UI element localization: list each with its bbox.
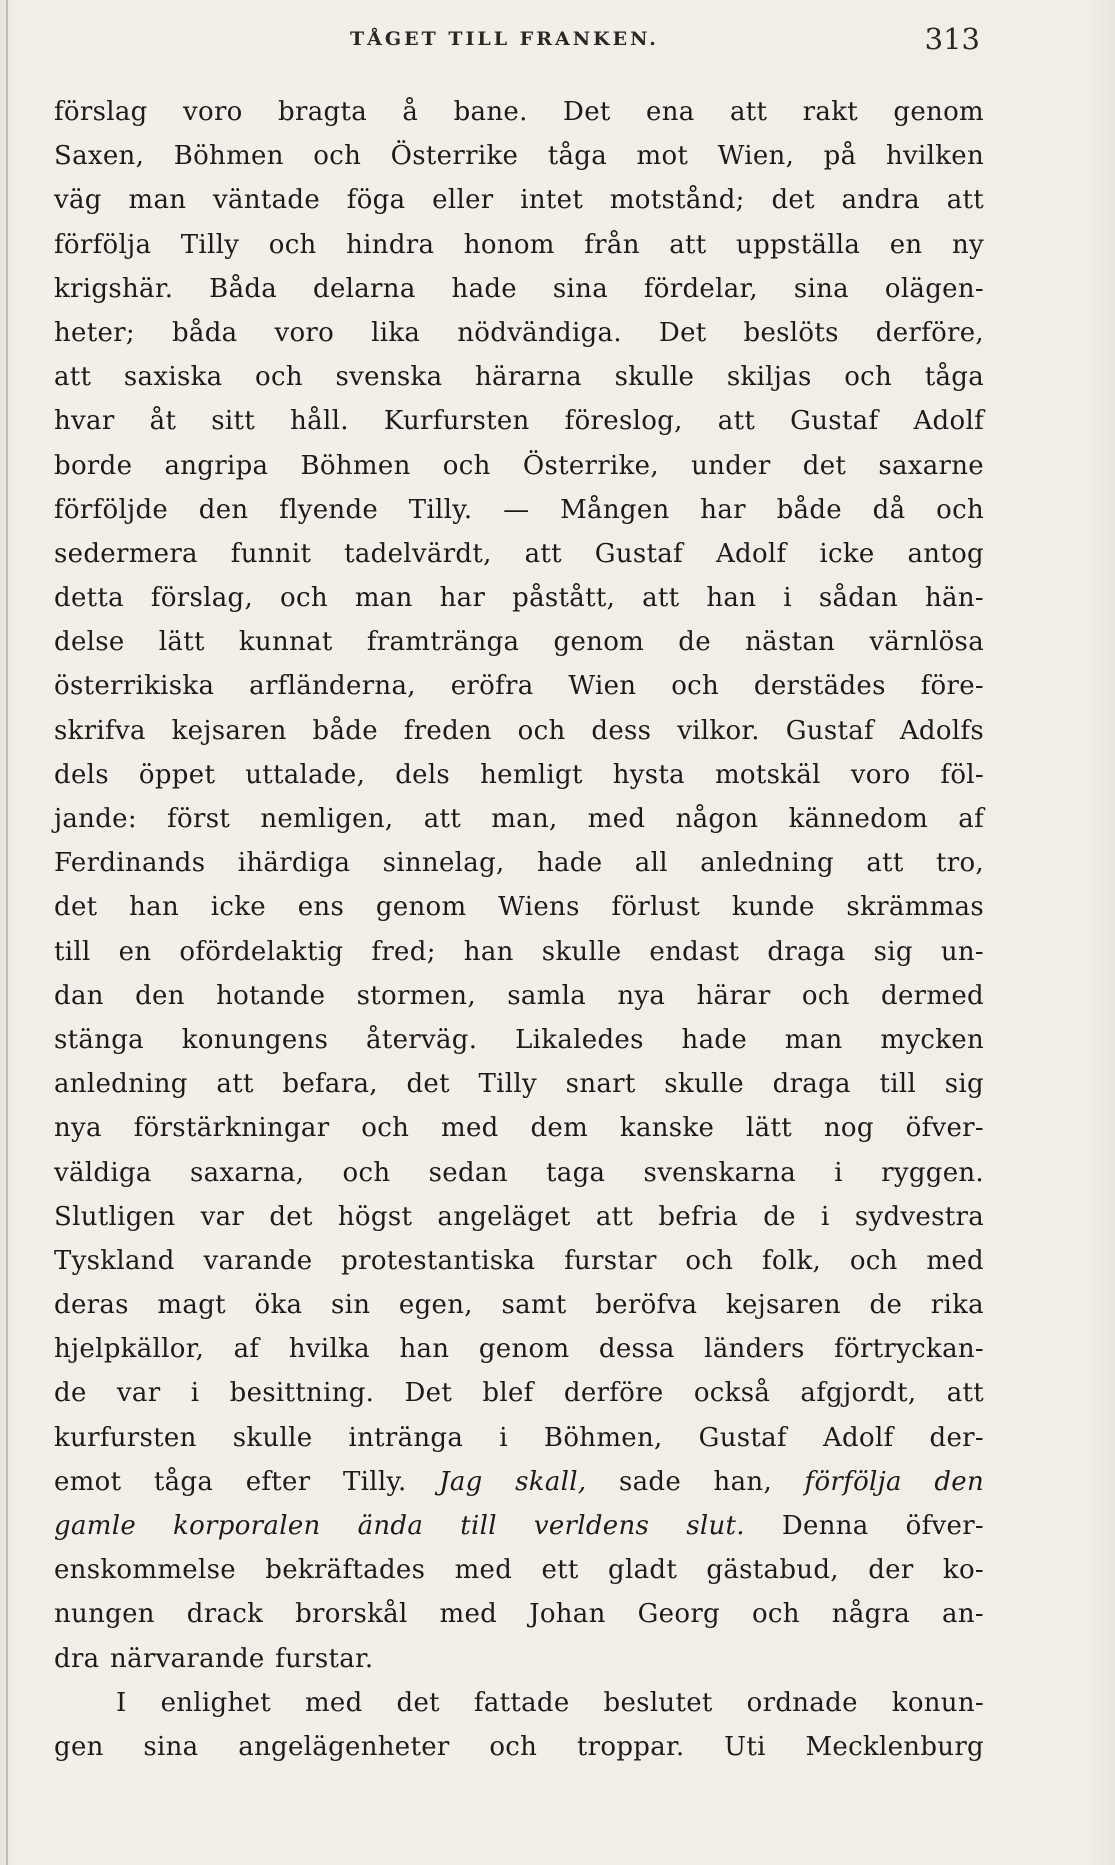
- body-text: [54, 90, 984, 1769]
- text-run: heter; båda voro lika nödvändiga. Det beslöts derföre,: [54, 317, 984, 348]
- text-line: [54, 753, 984, 797]
- text-line: [54, 1504, 984, 1548]
- text-line: [54, 664, 984, 708]
- text-run: delse lätt kunnat framtränga genom de nästan värnlösa: [54, 627, 984, 658]
- text-run: emot tåga efter Tilly.: [54, 1466, 440, 1497]
- text-line: [54, 1018, 984, 1062]
- text-run: till en ofördelaktig fred; han skulle endast draga sig un-: [54, 936, 984, 967]
- text-run: enskommelse bekräftades med ett gladt gästabud, der ko-: [54, 1555, 984, 1586]
- text-run: kurfursten skulle intränga i Böhmen, Gustaf Adolf der-: [54, 1422, 984, 1453]
- text-run: jande: först nemligen, att man, med någon kännedom af: [54, 804, 984, 834]
- text-line: [54, 1637, 984, 1681]
- text-line: [54, 1371, 984, 1415]
- text-run: Ferdinands ihärdiga sinnelag, hade all anledning att tro,: [54, 848, 984, 879]
- text-run: hvar åt sitt håll. Kurfursten föreslog, att Gustaf Adolf: [54, 406, 984, 437]
- text-line: [54, 1062, 984, 1106]
- text-line: [54, 885, 984, 929]
- text-run: krigshär. Båda delarna hade sina fördelar, sina olägen-: [54, 273, 984, 304]
- text-run: väldiga saxarna, och sedan taga svenskarna i ryggen.: [54, 1157, 984, 1188]
- text-line: [54, 488, 984, 532]
- text-line: [54, 1283, 984, 1327]
- text-line: [54, 797, 984, 841]
- text-line: [54, 223, 984, 267]
- text-run: detta förslag, och man har påstått, att han i sådan hän-: [54, 583, 984, 614]
- text-run: Slutligen var det högst angeläget att befria de i sydvestra: [54, 1201, 984, 1232]
- page-gutter-edge: [6, 0, 8, 1865]
- text-run: stänga konungens återväg. Likaledes hade man mycken: [54, 1024, 984, 1055]
- text-line: [54, 1151, 984, 1195]
- text-line: [54, 1106, 984, 1150]
- text-run: väg man väntade föga eller intet motstånd; det andra att: [54, 185, 984, 216]
- text-run: deras magt öka sin egen, samt beröfva kejsaren de rika: [54, 1290, 984, 1321]
- text-line: [54, 1239, 984, 1283]
- text-line: [54, 134, 984, 178]
- text-run: nungen drack brorskål med Johan Georg och några an-: [54, 1599, 984, 1630]
- text-run: de var i besittning. Det blef derföre också afgjordt, att: [54, 1378, 984, 1409]
- text-run: dels öppet uttalade, dels hemligt hysta motskäl voro föl-: [54, 759, 984, 790]
- text-run: det han icke ens genom Wiens förlust kunde skrämmas: [54, 892, 984, 923]
- text-line: [54, 1725, 984, 1769]
- text-line: [54, 576, 984, 620]
- page-number: 313: [924, 22, 980, 56]
- text-run: borde angripa Böhmen och Österrike, under det saxarne: [54, 450, 984, 481]
- text-line: [54, 841, 984, 885]
- text-run: förslag voro bragta å bane. Det ena att rakt genom: [54, 97, 984, 127]
- text-run: österrikiska arfländerna, eröfra Wien och derstädes före-: [54, 671, 984, 702]
- text-line: [54, 444, 984, 488]
- text-line: [54, 267, 984, 311]
- text-line: [54, 620, 984, 664]
- text-line: [54, 355, 984, 399]
- running-title: TÅGET TILL FRANKEN.: [350, 28, 659, 50]
- text-run: dra närvarande furstar.: [54, 1643, 374, 1674]
- text-run: förfölja Tilly och hindra honom från att uppställa en ny: [54, 229, 984, 260]
- text-run: nya förstärkningar och med dem kanske lätt nog öfver-: [54, 1113, 984, 1144]
- text-run: förföljde den flyende Tilly. — Mången har både då och: [54, 494, 984, 525]
- text-line: [54, 1327, 984, 1371]
- text-run: skrifva kejsaren både freden och dess vilkor. Gustaf Adolfs: [54, 715, 984, 746]
- text-line: [54, 1548, 984, 1592]
- text-line: [54, 1416, 984, 1460]
- text-run: I enlighet med det fattade beslutet ordnade konun-: [116, 1687, 984, 1718]
- text-run: sade han,: [586, 1466, 805, 1497]
- text-line: [54, 399, 984, 443]
- text-run: Denna öfver-: [744, 1511, 985, 1541]
- text-line: [54, 974, 984, 1018]
- text-line: [54, 311, 984, 355]
- italic-text-run: förfölja den: [804, 1466, 985, 1497]
- text-line: [54, 930, 984, 974]
- text-run: att saxiska och svenska härarna skulle skiljas och tåga: [54, 362, 984, 393]
- text-line: [54, 1592, 984, 1636]
- italic-text-run: gamle korporalen ända till verldens slut.: [54, 1511, 745, 1541]
- text-run: anledning att befara, det Tilly snart skulle draga till sig: [54, 1069, 984, 1100]
- text-run: Saxen, Böhmen och Österrike tåga mot Wien, på hvilken: [54, 141, 984, 172]
- text-line: [54, 1460, 984, 1504]
- text-run: dan den hotande stormen, samla nya härar och dermed: [54, 980, 984, 1011]
- text-run: gen sina angelägenheter och troppar. Uti Mecklenburg: [54, 1731, 984, 1762]
- text-run: hjelpkällor, af hvilka han genom dessa länders förtryckan-: [54, 1334, 984, 1365]
- text-run: sedermera funnit tadelvärdt, att Gustaf Adolf icke antog: [54, 538, 984, 569]
- text-line: [54, 1681, 984, 1725]
- text-line: [54, 90, 984, 134]
- text-run: Tyskland varande protestantiska furstar och folk, och med: [54, 1245, 984, 1276]
- text-line: [54, 178, 984, 222]
- text-line: [54, 709, 984, 753]
- italic-text-run: Jag skall,: [439, 1466, 587, 1497]
- text-line: [54, 1195, 984, 1239]
- running-header: [50, 22, 980, 62]
- text-line: [54, 532, 984, 576]
